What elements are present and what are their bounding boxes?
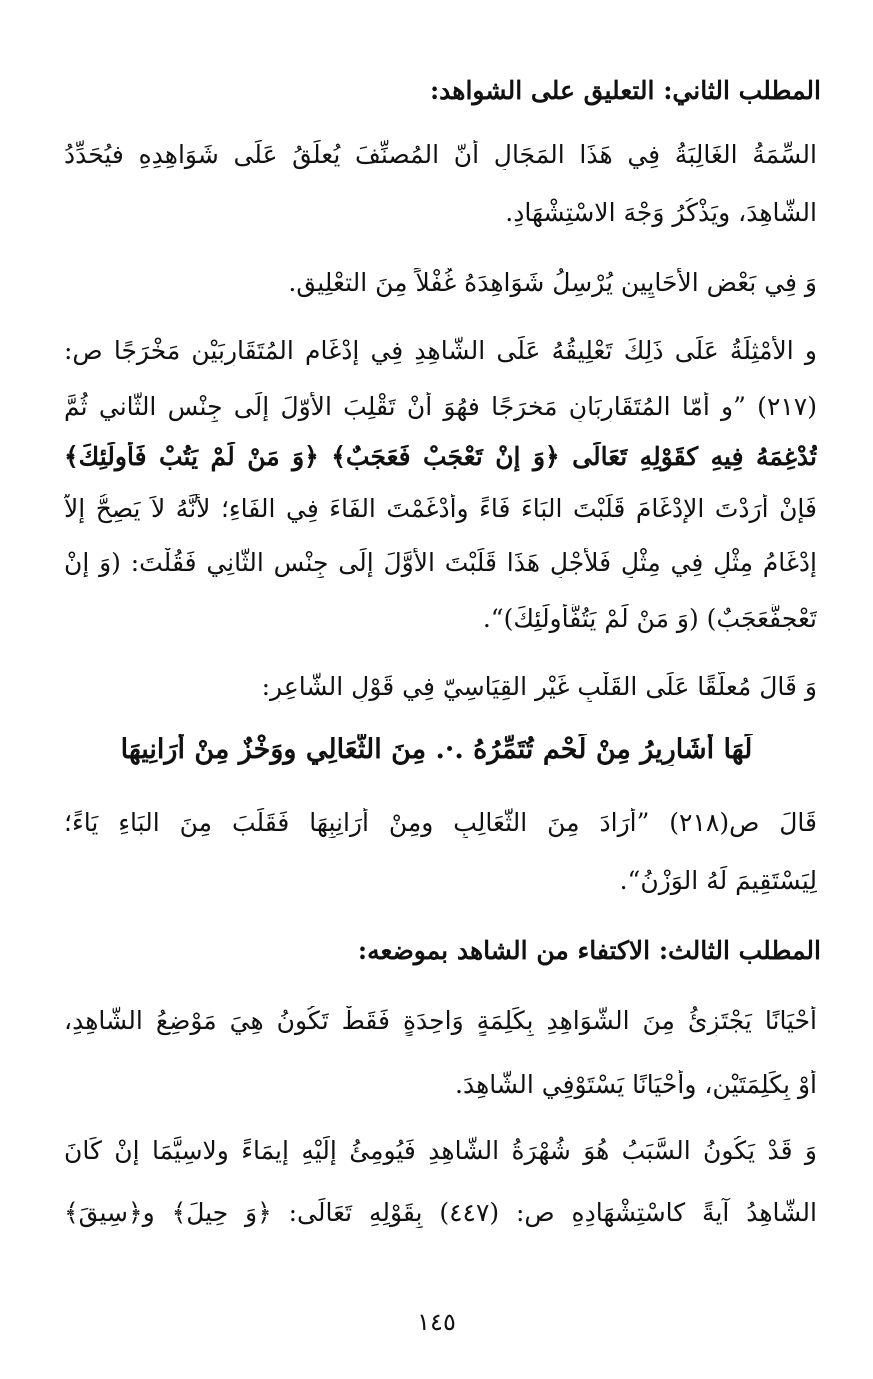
text-line: أَحْيَانًا يَجْتَزِئُ مِنَ الشَّوَاهِدِ بِكَلِمَةٍ وَاحِدَةٍ فَقَطْ تَكُونُ هِيَ مَوْضِعُ الشَّاهِدِ، [64, 1006, 817, 1035]
text-line: إِدْغَامُ مِثْلٍ فِي مِثْلٍ فَلأجْلِ هَذَا قَلَبْتَ الأَوَّلَ إِلَى جِنْسِ الثَّانِي فَقُلْتَ: (وَ إِنْ [64, 548, 817, 577]
section-heading: المطلب الثاني: التعليق على الشواهد: [429, 76, 821, 105]
text-line: فَإِنْ أَرَدْتَ الإِدْغَامَ قَلَبْتَ البَاءَ فَاءً وأَدْغَمْتَ الفَاءَ فِي الفَاءِ؛ لأَنَّهُ لاَ يَصِحُّ إلاّ [64, 494, 817, 523]
poetry-verse: لَهَا أشَارِيرُ مِنْ لَحْمٍ تُتَمِّرُهُ .·. مِنَ الثَّعَالِي ووَخْزٌ مِنْ أَرَانِيهَا [120, 734, 753, 765]
text-line: تَعْجفَّعَجَبٌ) (وَ مَنْ لَمْ يَتُفَّأُولَئِكَ)“. [482, 604, 817, 633]
text-line: (٢١٧) ”و أمّا المُتَقَارِبَانِ مَخرَجًا فهُوَ أنْ تَقْلِبَ الأوّلَ إلَى جِنْسِ الثّاني ثُمَّ [64, 392, 817, 421]
text-line: الشَّاهِدَ، ويَذْكُرُ وَجْهَ الاسْتِشْهَادِ. [505, 198, 817, 227]
text-line: أَوْ بِكَلِمَتَيْنِ، وأَحْيَانًا يَسْتَوْفِي الشَّاهِدَ. [455, 1070, 817, 1099]
text-line: قَالَ ص(٢١٨) ”أرَادَ مِنَ الثَّعَالِبِ ومِنْ أَرَانِبِهَا فَقَلَبَ مِنَ البَاءِ يَاءً؛ [64, 808, 817, 837]
text-line: الشَّاهِدُ آيةً كاسْتِشْهَادِهِ ص: (٤٤٧) بِقَوْلِهِ تَعَالَى: ﴿وَ حِيلَ﴾ و﴿سِيقَ﴾ [64, 1198, 817, 1227]
text-line: و الأَمْثِلَةُ عَلَى ذَلِكَ تَعْلِيقُهُ عَلَى الشَّاهِدِ فِي إِدْغَامِ المُتَقَارِبَيْنِ مَخْرَجًا ص: [64, 336, 817, 365]
text-line: تُدْغِمَهُ فِيهِ كقَوْلِهِ تَعَالَى ﴿وَ إنْ تَعْجَبْ فَعَجَبٌ﴾ ﴿وَ مَنْ لَمْ يَتُبْ فَأُولَئِكَ﴾ [64, 442, 817, 471]
text-line: لِيَسْتَقِيمَ لَهُ الوَزْنُ“. [619, 866, 817, 895]
section-heading: المطلب الثالث: الاكتفاء من الشاهد بموضعه: [357, 936, 821, 965]
text-line: وَ فِي بَعْضِ الأَحَايِينِ يُرْسِلُ شَوَاهِدَهُ غُفْلاً مِنَ التعْلِيقِ. [288, 268, 817, 297]
text-line: السِّمَةُ الغَالِبَةُ فِي هَذَا المَجَالِ أنّ المُصنِّفَ يُعلِّقُ عَلَى شَوَاهِدِهِ فيُحَدِّدُ [64, 140, 817, 169]
text-line: وَ قَالَ مُعلّقًا عَلَى القَلْبِ غَيْرِ القِيَاسِيّ فِي قَوْلِ الشَّاعِرِ: [261, 672, 817, 701]
page-number: ١٤٥ [417, 1308, 456, 1336]
text-line: وَ قَدْ يَكُونُ السَّبَبُ هُوَ شُهْرَةُ الشَّاهِدِ فَيُومِئُ إِلَيْهِ إِيمَاءً ولاسِيَّمَا إِنْ كَانَ [64, 1136, 817, 1165]
